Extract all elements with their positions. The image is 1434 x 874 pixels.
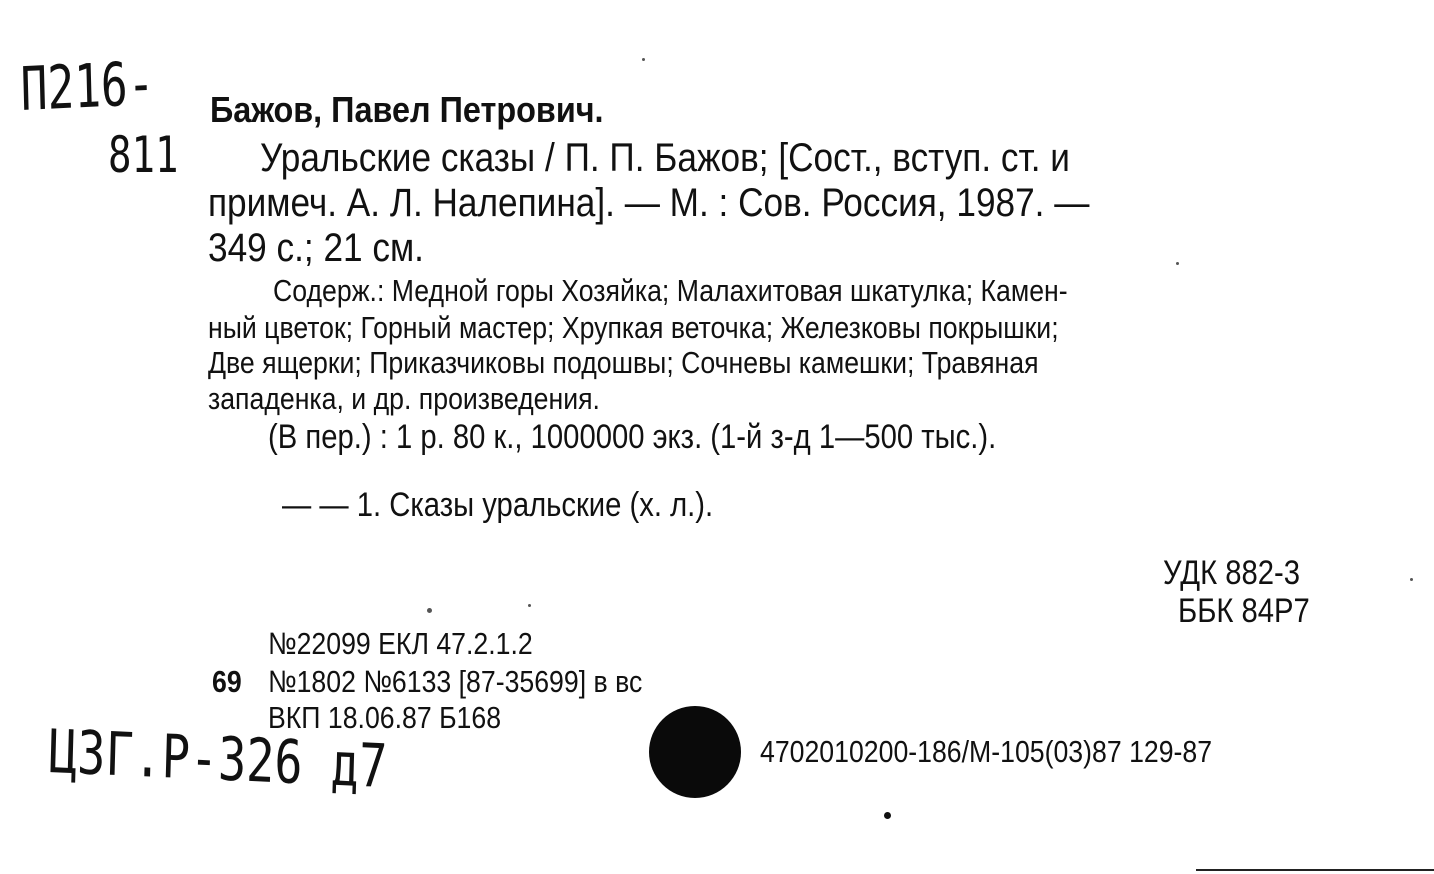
contents-line-4: западенка, и др. произведения. <box>208 381 600 416</box>
handwritten-shelfmark-top: П216- <box>19 48 156 125</box>
ink-speck <box>642 58 645 61</box>
ink-blot <box>649 706 741 798</box>
ink-speck <box>884 812 891 819</box>
bbk-line: ББК 84Р7 <box>1178 592 1310 630</box>
ink-speck <box>1410 578 1413 581</box>
udk-line: УДК 882-3 <box>1163 554 1301 592</box>
price-line: (В пер.) : 1 р. 80 к., 1000000 экз. (1-й з-д 1—500 тыс.). <box>268 418 997 456</box>
ekl-line: №22099 ЕКЛ 47.2.1.2 <box>268 626 533 661</box>
bottom-rule <box>1196 869 1434 871</box>
title-line-2: примеч. А. Л. Налепина]. — М. : Сов. Россия, 1987. — <box>208 181 1090 225</box>
contents-line-3: Две ящерки; Приказчиковы подошвы; Сочневы камешки; Травяная <box>208 345 1039 380</box>
ink-speck <box>528 604 531 607</box>
handwritten-inventory-mark: Ц3Г.Р-326 д7 <box>48 717 389 803</box>
ink-speck <box>1176 262 1179 265</box>
title-line-3: 349 с.; 21 см. <box>208 226 424 270</box>
handwritten-shelfmark-bottom: 811 <box>108 126 179 184</box>
vkp-line: ВКП 18.06.87 Б168 <box>268 700 502 735</box>
title-line-1: Уральские сказы / П. П. Бажов; [Сост., вступ. ст. и <box>260 136 1070 180</box>
ink-speck <box>427 608 432 613</box>
subject-line: — — 1. Сказы уральские (х. л.). <box>282 486 714 524</box>
isbn-code: 4702010200-186/М-105(03)87 129-87 <box>760 734 1213 769</box>
contents-line-1: Содерж.: Медной горы Хозяйка; Малахитовая шкатулка; Камен- <box>273 273 1068 308</box>
contents-line-2: ный цветок; Горный мастер; Хрупкая веточка; Железковы покрышки; <box>208 310 1059 345</box>
order-line: №1802 №6133 [87-35699] в вс <box>268 664 643 699</box>
order-prefix: 69 <box>212 664 242 699</box>
author-heading: Бажов, Павел Петрович. <box>210 89 604 130</box>
